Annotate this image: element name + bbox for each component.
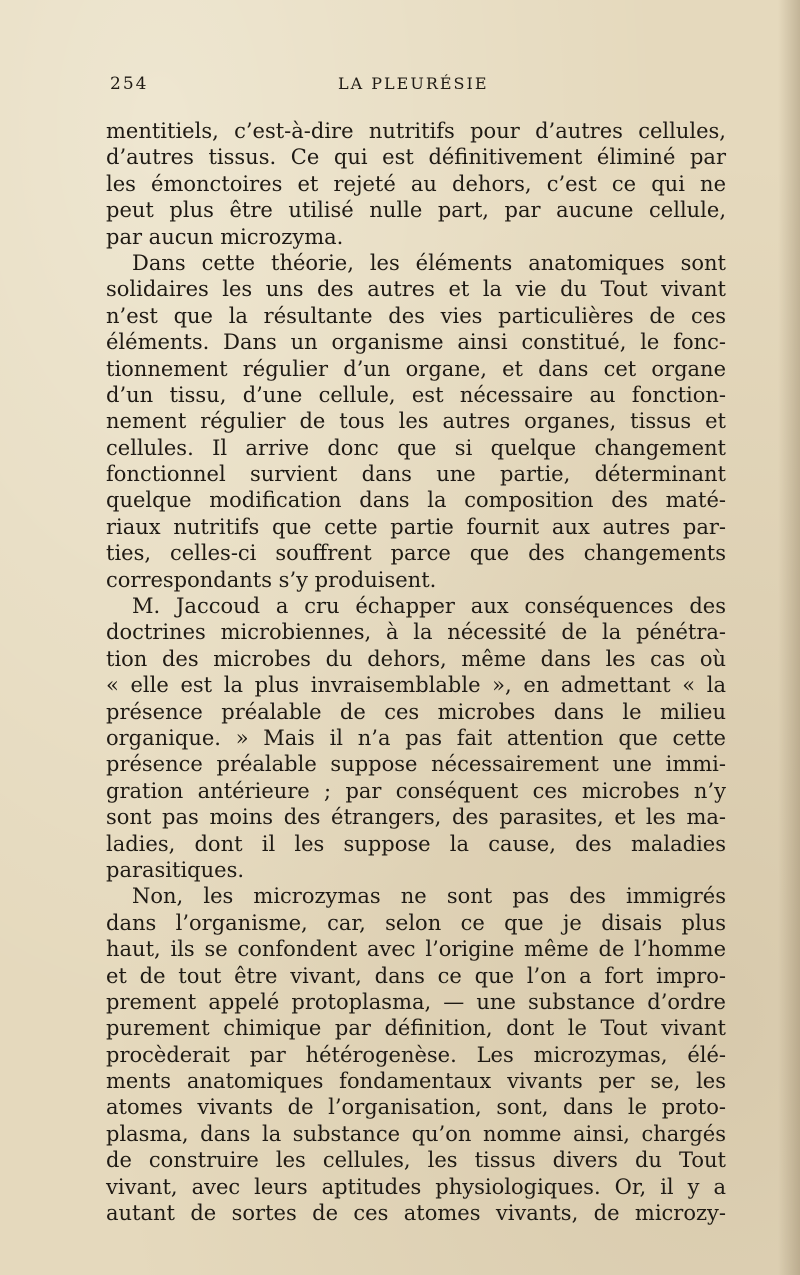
page-number: 254 (110, 74, 149, 94)
text-line: présence préalable suppose nécessairement une immi- (106, 752, 726, 777)
text-line: présence préalable de ces microbes dans le milieu (106, 699, 726, 724)
text-line: tionnement régulier d’un organe, et dans cet organe (106, 356, 726, 381)
text-line: riaux nutritifs que cette partie fournit aux autres par- (106, 514, 726, 539)
text-line: « elle est la plus invraisemblable », en admettant « la (106, 673, 726, 698)
text-line: solidaires les uns des autres et la vie du Tout vivant (106, 277, 726, 302)
text-line: de construire les cellules, les tissus divers du Tout (106, 1148, 726, 1173)
text-line: ties, celles-ci souffrent parce que des changements (106, 541, 726, 566)
text-line: parasitiques. (106, 857, 245, 882)
text-line: correspondants s’y produisent. (106, 567, 437, 592)
text-line: Dans cette théorie, les éléments anatomiques sont (132, 250, 726, 275)
text-line: autant de sortes de ces atomes vivants, de microzy- (106, 1201, 726, 1226)
text-line: par aucun microzyma. (106, 224, 344, 249)
text-line: les émonctoires et rejeté au dehors, c’est ce qui ne (106, 171, 726, 196)
text-line: quelque modification dans la composition des maté- (106, 488, 726, 513)
page-header (0, 74, 800, 100)
text-line: organique. » Mais il n’a pas fait attention que cette (106, 725, 726, 750)
running-title: LA PLEURÉSIE (338, 74, 489, 93)
body-text (106, 118, 726, 1226)
text-line: éléments. Dans un organisme ainsi constitué, le fonc- (106, 330, 726, 355)
text-line: atomes vivants de l’organisation, sont, dans le proto- (106, 1095, 726, 1120)
text-line: procèderait par hétérogenèse. Les microzymas, élé- (106, 1042, 726, 1067)
text-line: tion des microbes du dehors, même dans les cas où (106, 646, 726, 671)
text-line: Non, les microzymas ne sont pas des immigrés (132, 884, 726, 909)
text-line: ladies, dont il les suppose la cause, des maladies (106, 831, 726, 856)
text-line: nement régulier de tous les autres organes, tissus et (106, 409, 726, 434)
text-line: purement chimique par définition, dont le Tout vivant (106, 1016, 726, 1041)
text-line: ments anatomiques fondamentaux vivants per se, les (106, 1069, 726, 1094)
text-line: cellules. Il arrive donc que si quelque changement (106, 435, 726, 460)
page-edge-shadow (778, 0, 800, 1275)
text-line: d’autres tissus. Ce qui est définitivement éliminé par (106, 145, 726, 170)
text-line: plasma, dans la substance qu’on nomme ainsi, chargés (106, 1121, 726, 1146)
text-line: n’est que la résultante des vies particulières de ces (106, 303, 726, 328)
text-line: mentitiels, c’est-à-dire nutritifs pour d’autres cellules, (106, 119, 726, 143)
text-line: haut, ils se confondent avec l’origine même de l’homme (106, 937, 726, 962)
text-line: d’un tissu, d’une cellule, est nécessaire au fonction- (106, 382, 726, 407)
text-line: prement appelé protoplasma, — une substance d’ordre (106, 989, 726, 1014)
text-line: sont pas moins des étrangers, des parasites, et les ma- (106, 805, 726, 830)
text-line: peut plus être utilisé nulle part, par aucune cellule, (106, 198, 726, 223)
text-line: dans l’organisme, car, selon ce que je disais plus (106, 910, 726, 935)
text-line: vivant, avec leurs aptitudes physiologiques. Or, il y a (106, 1174, 726, 1199)
text-line: doctrines microbiennes, à la nécessité de la pénétra- (106, 620, 726, 645)
text-line: gration antérieure ; par conséquent ces microbes n’y (106, 778, 726, 803)
text-line: M. Jaccoud a cru échapper aux conséquences des (132, 594, 726, 619)
text-line: fonctionnel survient dans une partie, déterminant (106, 462, 726, 487)
text-line: et de tout être vivant, dans ce que l’on a fort impro- (106, 963, 726, 988)
